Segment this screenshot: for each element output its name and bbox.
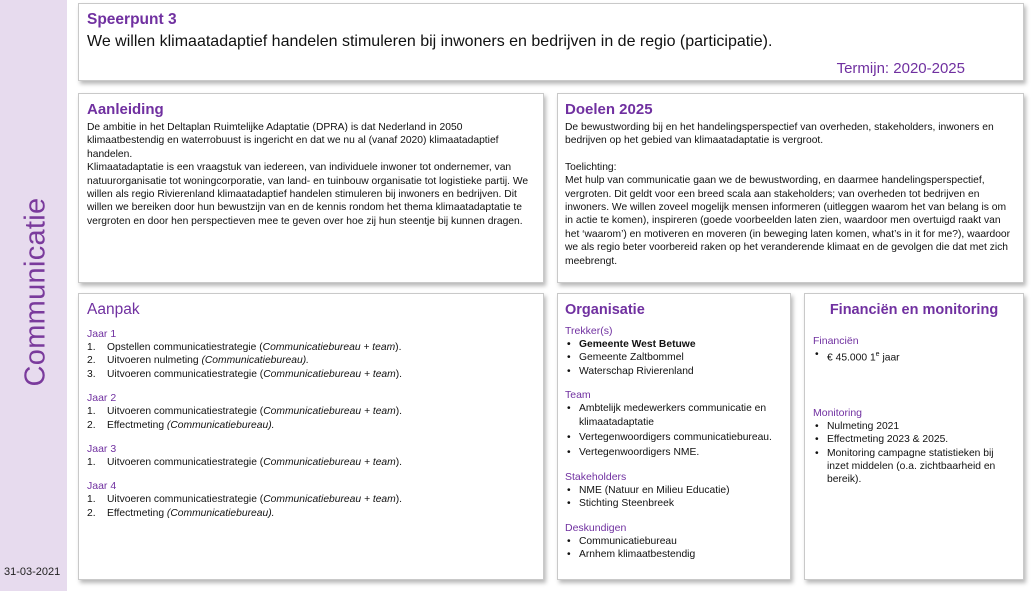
aanpak-step	[87, 354, 535, 367]
financien-amount-text: € 45.000 1	[827, 352, 876, 364]
financien-amount-tail: jaar	[879, 352, 900, 364]
step-tail: ).	[395, 494, 403, 506]
step-tail: ).	[395, 368, 403, 380]
step-text: Uitvoeren communicatiestrategie (	[107, 406, 264, 418]
organisatie-title: Organisatie	[565, 302, 645, 318]
aanpak-step	[87, 405, 535, 418]
doelen-title: Doelen 2025	[565, 101, 653, 118]
sidebar	[0, 0, 67, 591]
step-tail: ).	[395, 406, 403, 418]
step-owner: Communicatiebureau + team	[263, 368, 396, 380]
step-text: Uitvoeren nulmeting	[107, 355, 202, 367]
step-number: 1.	[87, 342, 96, 353]
financien-amount	[813, 348, 1015, 365]
jaar-label: Jaar 2	[87, 392, 117, 405]
step-owner: Communicatiebureau + team	[262, 342, 396, 353]
doelen-p2: Met hulp van communicatie gaan we de bewustwording, en daarmee handelingsperspectief, vergroten. Dit geldt voor een breed scala aan stakeholders; van overheden tot bedrijven en inwoners. We willen zoveel mogelijk mensen informeren (uitleggen waarom het van belang is om in actie te komen), inspireren (goede voorbeelden laten zien, waardoor men overtuigd raakt van het ‘waarom’) en motiveren en moveren (in beweging laten komen, what’s in it for me?), waardoor we als regio beter voorbereid raken op het veranderende klimaat en de gevolgen die dat met zich meebrengt.	[565, 175, 1011, 267]
organisatie-box	[557, 293, 791, 580]
org-group-item: • Communicatiebureau	[565, 535, 783, 548]
org-group-item: • Stichting Steenbreek	[565, 497, 783, 510]
org-group-label: Stakeholders	[565, 470, 627, 483]
doelen-p1: De bewustwording bij en het handelingsperspectief van overheden, stakeholders, inwoners en bedrijven op het gebied van klimaatadaptatie is vergroot.	[565, 122, 994, 147]
aanpak-step	[87, 507, 535, 520]
step-owner: Communicatiebureau + team	[263, 406, 396, 418]
date-label: 31-03-2021	[4, 566, 61, 578]
aanpak-step	[87, 456, 535, 469]
financien-title: Financiën en monitoring	[829, 302, 999, 318]
org-group-label: Trekker(s)	[565, 325, 613, 337]
org-group-label: Team	[565, 389, 591, 402]
sidebar-title: Communicatie	[19, 197, 52, 387]
step-number: 2.	[87, 355, 96, 367]
step-text: Opstellen communicatiestrategie (	[107, 342, 263, 353]
aanleiding-title: Aanleiding	[87, 101, 164, 118]
monitoring-item: • Nulmeting 2021	[813, 420, 1015, 433]
financien-label: Financiën	[813, 335, 859, 347]
step-number: 1.	[87, 406, 96, 418]
step-number: 1.	[87, 494, 96, 506]
monitoring-item: • Monitoring campagne statistieken bij inzet middelen (o.a. zichtbaarheid en bereik).	[813, 447, 1015, 487]
jaar-label: Jaar 1	[87, 328, 117, 340]
financien-amount-sup: e	[875, 351, 880, 358]
aanpak-step	[87, 493, 535, 506]
org-group-item: • Vertegenwoordigers communicatiebureau.	[565, 431, 783, 444]
aanpak-box	[78, 293, 544, 580]
step-tail: ).	[395, 342, 402, 353]
step-text: Uitvoeren communicatiestrategie (	[107, 494, 264, 506]
monitoring-item: • Effectmeting 2023 & 2025.	[813, 433, 1015, 446]
step-text: Uitvoeren communicatiestrategie (	[107, 457, 264, 469]
step-owner: Communicatiebureau + team	[263, 494, 396, 506]
termijn-label: Termijn: 2020-2025	[836, 60, 965, 77]
monitoring-list	[813, 420, 1015, 487]
aanleiding-box	[78, 93, 544, 283]
org-group-label: Deskundigen	[565, 521, 627, 534]
step-text: Effectmeting	[107, 419, 167, 431]
org-group-item: • Ambtelijk medewerkers communicatie en klimaatadaptatie	[565, 402, 783, 429]
aanpak-title: Aanpak	[87, 301, 140, 318]
step-owner: Communicatiebureau + team	[263, 457, 396, 469]
step-owner: (Communicatiebureau).	[166, 507, 275, 519]
org-group-item: • Arnhem klimaatbestendig	[565, 548, 783, 561]
step-text: Uitvoeren communicatiestrategie (	[107, 368, 264, 380]
monitoring-label: Monitoring	[813, 406, 863, 419]
jaar-label: Jaar 3	[87, 443, 117, 456]
step-text: Effectmeting	[107, 507, 167, 519]
org-group-item: • Vertegenwoordigers NME.	[565, 446, 783, 459]
step-owner: (Communicatiebureau).	[166, 419, 275, 431]
step-number: 1.	[87, 457, 96, 469]
org-group-item: • Waterschap Rivierenland	[565, 365, 783, 378]
org-group-item: • NME (Natuur en Milieu Educatie)	[565, 484, 783, 497]
aanleiding-p2: Klimaatadaptatie is een vraagstuk van iedereen, van individuele inwoner tot ondernemer, van natuurorganisatie tot woningcorporatie, van land- en tuinbouw organisatie tot logistieke partij. We willen als regio Rivierenland klimaatadaptief handelen stimuleren bij inwoners en bedrijven. Dit willen we bereiken door hun bewustzijn van en de kennis rondom het thema klimaatadaptatie te vergroten en door hen perspectieven mee te geven over hoe zij hun steentje bij kunnen dragen.	[87, 162, 529, 227]
step-tail: ).	[395, 457, 403, 469]
aanpak-step	[87, 341, 535, 354]
aanpak-list	[87, 327, 535, 520]
financien-box	[804, 293, 1024, 580]
step-number: 2.	[87, 507, 96, 519]
header-box	[78, 3, 1024, 81]
organisatie-groups	[565, 324, 783, 561]
speerpunt-statement: We willen klimaatadaptief handelen stimuleren bij inwoners en bedrijven in de regio (participatie).	[87, 33, 773, 50]
step-number: 2.	[87, 419, 96, 431]
step-owner: (Communicatiebureau).	[201, 355, 310, 367]
jaar-label: Jaar 4	[87, 480, 117, 493]
aanpak-step	[87, 368, 535, 381]
aanleiding-p1: De ambitie in het Deltaplan Ruimtelijke Adaptatie (DPRA) is dat Nederland in 2050 klimaatbestendig en waterrobuust is ingericht en dat we nu al (vanaf 2020) klimaatadaptief handelen.	[87, 122, 499, 160]
aanpak-step	[87, 419, 535, 432]
doelen-box	[557, 93, 1024, 283]
speerpunt-title: Speerpunt 3	[87, 11, 177, 28]
org-group-item: • Gemeente Zaltbommel	[565, 351, 783, 364]
org-group-item: • Gemeente West Betuwe	[565, 338, 783, 351]
toelichting-label: Toelichting:	[565, 161, 617, 173]
step-number: 3.	[87, 368, 96, 380]
